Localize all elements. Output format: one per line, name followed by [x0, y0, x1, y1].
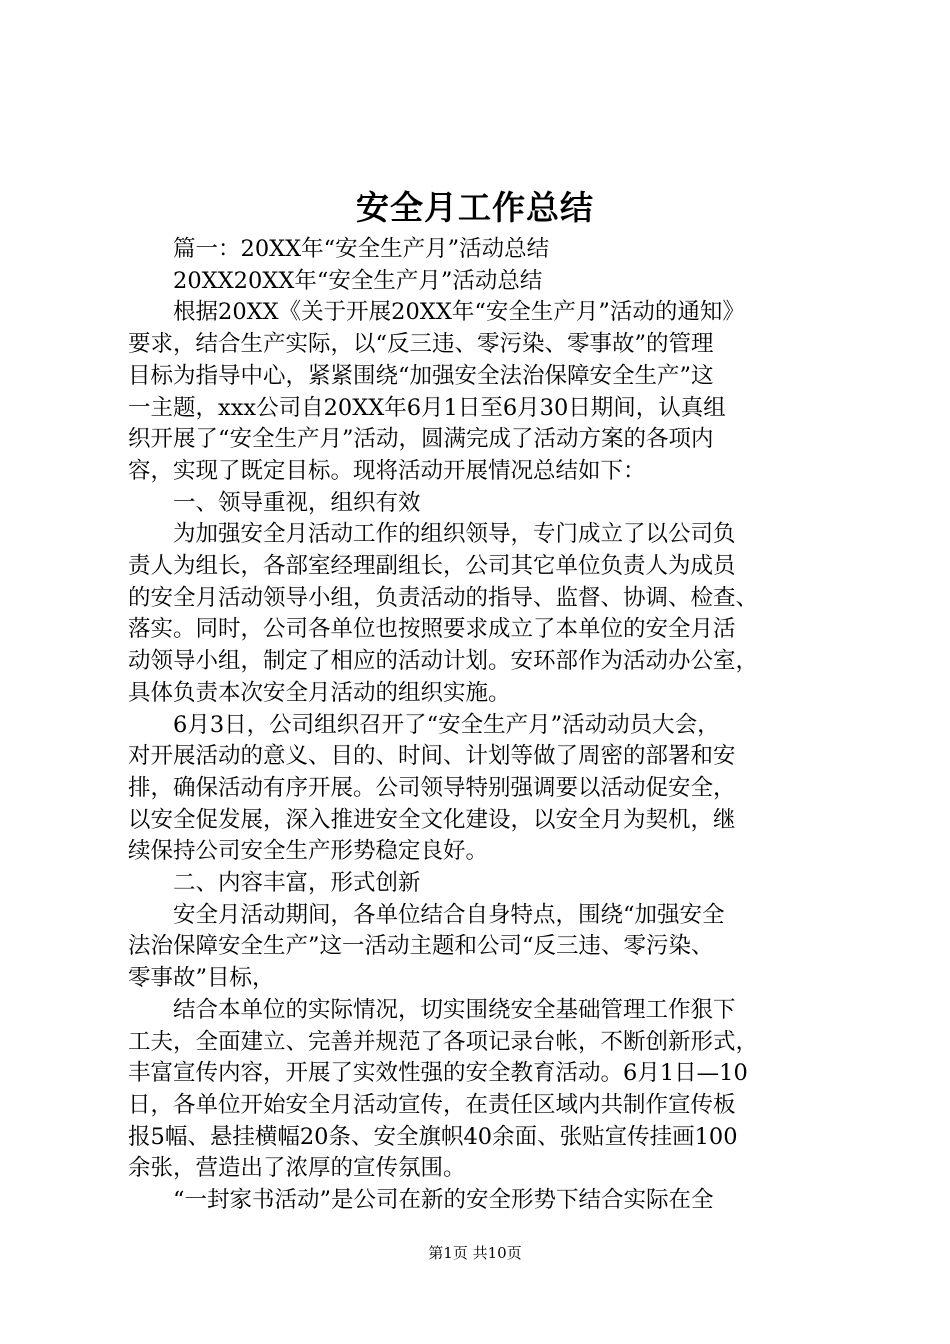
body-line: 安全月活动期间，各单位结合自身特点，围绕“加强安全: [173, 901, 725, 928]
body-line: 要求，结合生产实际，以“反三违、零污染、零事故”的管理: [128, 331, 714, 358]
body-line: 根据20XX《关于开展20XX年“安全生产月”活动的通知》: [173, 299, 745, 326]
document-title: 安全月工作总结: [356, 188, 594, 227]
body-line: 工夫，全面建立、完善并规范了各项记录台帐，不断创新形式，: [128, 1028, 759, 1055]
body-line: 二、内容丰富，形式创新: [173, 870, 421, 897]
body-line: 责人为组长，各部室经理副组长，公司其它单位负责人为成员: [128, 553, 736, 580]
body-line: 织开展了“安全生产月”活动，圆满完成了活动方案的各项内: [128, 426, 714, 453]
body-line: 一、领导重视，组织有效: [173, 489, 421, 516]
body-line: 落实。同时，公司各单位也按照要求成立了本单位的安全月活: [128, 616, 736, 643]
body-line: 具体负责本次安全月活动的组织实施。: [128, 679, 511, 706]
body-line: “一封家书活动”是公司在新的安全形势下结合实际在全: [173, 1187, 714, 1214]
body-line: 动领导小组，制定了相应的活动计划。安环部作为活动办公室，: [128, 648, 759, 675]
body-line: 的安全月活动领导小组，负责活动的指导、监督、协调、检查、: [128, 584, 759, 611]
body-line: 日，各单位开始安全月活动宣传，在责任区域内共制作宣传板: [128, 1091, 736, 1118]
body-line: 法治保障安全生产”这一活动主题和公司“反三违、零污染、: [128, 933, 714, 960]
body-line: 对开展活动的意义、目的、时间、计划等做了周密的部署和安: [128, 743, 736, 770]
document-body: [128, 234, 834, 1217]
body-line: 报5幅、悬挂横幅20条、安全旗帜40余面、张贴宣传挂画100: [128, 1123, 738, 1150]
body-line: 以安全促发展，深入推进安全文化建设，以安全月为契机，继: [128, 806, 736, 833]
page-footer: 第1页 共10页: [428, 1244, 522, 1262]
body-line: 篇一：20XX年“安全生产月”活动总结: [173, 236, 550, 262]
body-line: 为加强安全月活动工作的组织领导，专门成立了以公司负: [173, 521, 736, 548]
body-line: 排，确保活动有序开展。公司领导特别强调要以活动促安全，: [128, 774, 736, 801]
body-line: 丰富宣传内容，开展了实效性强的安全教育活动。6月1日—10: [128, 1060, 748, 1087]
body-line: 6月3日，公司组织召开了“安全生产月”活动动员大会，: [173, 711, 720, 738]
body-line: 20XX20XX年“安全生产月”活动总结: [173, 267, 543, 294]
body-line: 结合本单位的实际情况，切实围绕安全基础管理工作狠下: [173, 996, 736, 1023]
body-line: 一主题，xxx公司自20XX年6月1日至6月30日期间，认真组: [128, 394, 726, 421]
body-line: 续保持公司安全生产形势稳定良好。: [128, 838, 489, 865]
body-line: 目标为指导中心，紧紧围绕“加强安全法治保障安全生产”这: [128, 362, 714, 389]
body-line: 容，实现了既定目标。现将活动开展情况总结如下：: [128, 457, 646, 484]
body-line: 余张，营造出了浓厚的宣传氛围。: [128, 1155, 466, 1182]
body-line: 零事故”目标，: [128, 965, 275, 992]
